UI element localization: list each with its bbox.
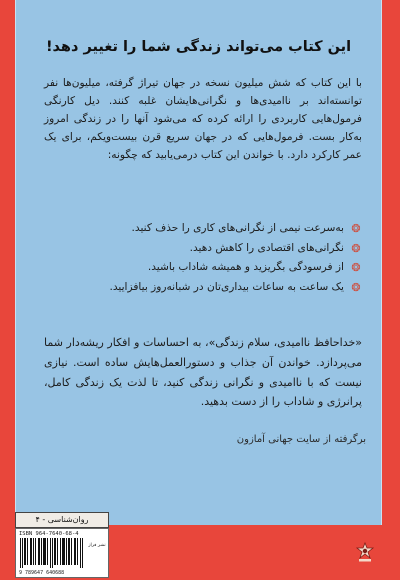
list-item-text: به‌سرعت نیمی از نگرانی‌های کاری را حذف کنید. xyxy=(131,222,344,234)
isbn-text: ISBN 964-7640-68-4 xyxy=(19,531,79,537)
barcode-icon xyxy=(20,538,84,568)
publisher-mini-label: نشر فراز xyxy=(88,543,106,548)
category-label: روان‌شناسی - ۴ xyxy=(15,512,109,528)
publisher-logo-icon xyxy=(354,541,376,563)
bullet-icon: ❂ xyxy=(351,222,361,235)
list-item-text: از فرسودگی بگریزید و همیشه شاداب باشید. xyxy=(147,261,344,273)
cover-panel xyxy=(15,0,382,525)
list-item-text: نگرانی‌های اقتصادی را کاهش دهید. xyxy=(189,241,344,254)
barcode-number: 9 789647 640688 xyxy=(19,570,65,576)
list-item xyxy=(44,239,362,259)
quote-paragraph: «خداحافظ ناامیدی، سلام زندگی»، به احساسات و افکار ریشه‌دار شما می‌پردازد. خواندن آن جذاب و دستورالعمل‌هایش ساده است. نیازی نیست که با ناامیدی و نگرانی زندگی کنید، تا لذت یک زندگی کامل، پرانرژی و شاداب را از دست بدهید. xyxy=(44,336,362,409)
bullet-icon: ❂ xyxy=(351,261,361,274)
list-item xyxy=(44,258,362,278)
bullet-icon: ❂ xyxy=(351,280,361,294)
list-item-text: یک ساعت به ساعات بیداری‌تان در شبانه‌روز بیافزایید. xyxy=(109,280,344,293)
benefit-list xyxy=(44,219,362,297)
barcode-box xyxy=(15,528,109,578)
source-credit: برگرفته از سایت جهانی آمازون xyxy=(236,434,366,445)
list-item xyxy=(44,278,362,298)
intro-paragraph: با این کتاب که شش میلیون نسخه در جهان تیراژ گرفته، میلیون‌ها نفر توانسته‌اند بر ناامیدی‌ها و نگرانی‌هایشان غلبه کنند. دیل کارنگی فرمول‌هایی کاربردی را ارائه کرده که می‌شود آنها را در زندگی امروز به‌کار بست. فرمول‌هایی که در جهان سریع قرن بیست‌ویکم، برای یک عمر کارکرد دارد. با خواندن این کتاب درمی‌یابید که چگونه: xyxy=(44,77,362,161)
bullet-icon: ❂ xyxy=(351,241,361,255)
headline: این کتاب می‌تواند زندگی شما را تغییر دهد! xyxy=(45,39,352,55)
list-item xyxy=(44,219,362,239)
